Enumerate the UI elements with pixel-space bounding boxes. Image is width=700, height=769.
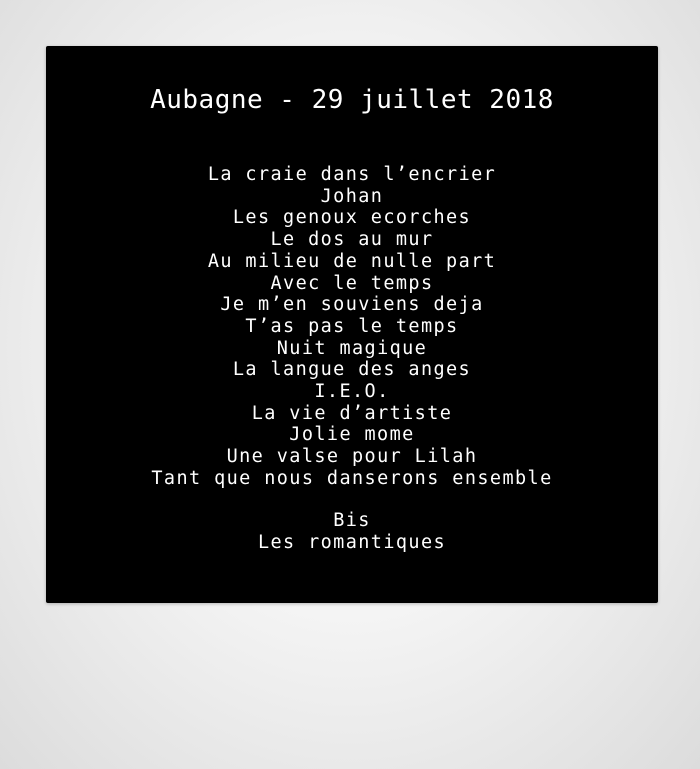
song-item: Nuit magique — [276, 337, 428, 359]
song-item: Johan — [320, 185, 384, 207]
encore-song-item: Les romantiques — [257, 531, 447, 553]
song-item: Au milieu de nulle part — [207, 250, 497, 272]
song-item: Une valse pour Lilah — [226, 446, 478, 468]
song-item: La craie dans l’encrier — [207, 164, 497, 185]
setlist-title: Aubagne - 29 juillet 2018 — [150, 85, 554, 115]
song-item: T’as pas le temps — [245, 315, 459, 337]
song-item: Le dos au mur — [270, 229, 434, 251]
setlist-card — [46, 46, 658, 603]
song-item: La langue des anges — [232, 359, 472, 381]
song-item: Tant que nous danserons ensemble — [151, 467, 553, 489]
song-list — [46, 164, 658, 490]
song-item: Je m’en souviens deja — [220, 294, 484, 316]
encore-heading: Bis — [333, 510, 371, 531]
song-item: Jolie mome — [289, 424, 415, 446]
song-item: La vie d’artiste — [251, 402, 453, 424]
song-item: Avec le temps — [270, 272, 434, 294]
encore-list — [46, 510, 658, 553]
song-item: I.E.O. — [314, 381, 390, 403]
song-item: Les genoux ecorches — [232, 207, 472, 229]
